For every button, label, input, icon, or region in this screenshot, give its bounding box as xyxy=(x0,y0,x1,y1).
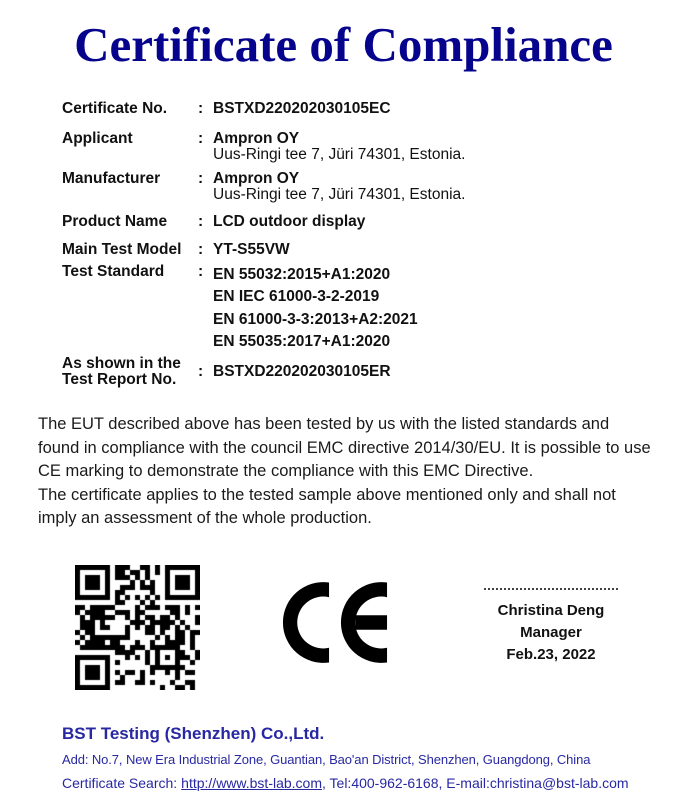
field-main-test-model xyxy=(62,242,657,258)
field-value: LCD outdoor display xyxy=(213,213,366,230)
company-name: BST Testing (Shenzhen) Co.,Ltd. xyxy=(62,724,325,743)
field-colon: : xyxy=(198,100,204,117)
qr-code xyxy=(75,565,200,690)
field-value: Ampron OY xyxy=(213,130,300,147)
field-applicant xyxy=(62,131,657,163)
signature-block xyxy=(478,588,624,666)
test-standard-line: EN 55032:2015+A1:2020 xyxy=(213,266,391,283)
certificate-title: Certificate of Compliance xyxy=(74,17,613,72)
field-value: BSTXD220202030105EC xyxy=(213,100,391,117)
field-label: Manufacturer xyxy=(62,170,161,187)
field-label: Test Standard xyxy=(62,263,165,280)
company-address: Add: No.7, New Era Industrial Zone, Guantian, Bao'an District, Shenzhen, Guangdong, China xyxy=(62,752,591,767)
field-colon: : xyxy=(198,130,204,147)
field-address: Uus-Ringi tee 7, Jüri 74301, Estonia. xyxy=(213,146,466,163)
field-manufacturer xyxy=(62,171,657,203)
certificate-search-line xyxy=(62,774,667,792)
field-colon: : xyxy=(198,362,204,380)
signer-role: Manager xyxy=(520,624,582,641)
field-address: Uus-Ringi tee 7, Jüri 74301, Estonia. xyxy=(213,186,466,203)
certificate-search-label: Certificate Search: xyxy=(62,775,178,791)
field-label: Main Test Model xyxy=(62,241,182,258)
field-label xyxy=(62,356,198,388)
field-value: Ampron OY xyxy=(213,170,300,187)
signer-name: Christina Deng xyxy=(497,602,605,619)
field-certificate-no xyxy=(62,101,657,117)
ce-mark-c-icon xyxy=(281,582,330,663)
field-value: YT-S55VW xyxy=(213,241,290,258)
declaration-text xyxy=(38,413,652,531)
signature-date: Feb.23, 2022 xyxy=(506,646,596,663)
contact-info: , Tel:400-962-6168, E-mail:christina@bst-lab.com xyxy=(322,775,629,791)
field-test-report-no xyxy=(62,356,657,388)
field-label: Certificate No. xyxy=(62,100,168,117)
field-colon: : xyxy=(198,241,204,258)
field-product-name xyxy=(62,214,657,230)
field-colon: : xyxy=(198,213,204,230)
declaration-paragraph-2: The certificate applies to the tested sample above mentioned only and shall not imply an assessment of the whole production. xyxy=(38,485,616,527)
field-label: Product Name xyxy=(62,213,168,230)
field-value: BSTXD220202030105ER xyxy=(213,362,391,380)
field-label: Applicant xyxy=(62,130,133,147)
field-colon: : xyxy=(198,263,204,280)
test-standard-line: EN 55035:2017+A1:2020 xyxy=(213,333,391,351)
test-standard-line: EN IEC 61000-3-2-2019 xyxy=(213,288,380,306)
certificate-fields xyxy=(62,101,657,388)
marks-row xyxy=(0,565,687,695)
test-standard-line: EN 61000-3-3:2013+A2:2021 xyxy=(213,310,418,328)
field-test-standard xyxy=(62,264,657,354)
field-label-line1: As shown in the xyxy=(62,354,181,372)
ce-mark-e-icon xyxy=(339,582,388,663)
field-label-line2: Test Report No. xyxy=(62,370,177,388)
field-colon: : xyxy=(198,170,204,187)
signature-dotted-line xyxy=(484,588,618,590)
certificate-search-link[interactable]: http://www.bst-lab.com xyxy=(181,775,322,791)
declaration-paragraph-1: The EUT described above has been tested by us with the listed standards and found in compliance with the council EMC directive 2014/30/EU. It is possible to use CE marking to demonstrate the compliance with this EMC Directive. xyxy=(38,415,651,480)
footer xyxy=(62,724,667,792)
